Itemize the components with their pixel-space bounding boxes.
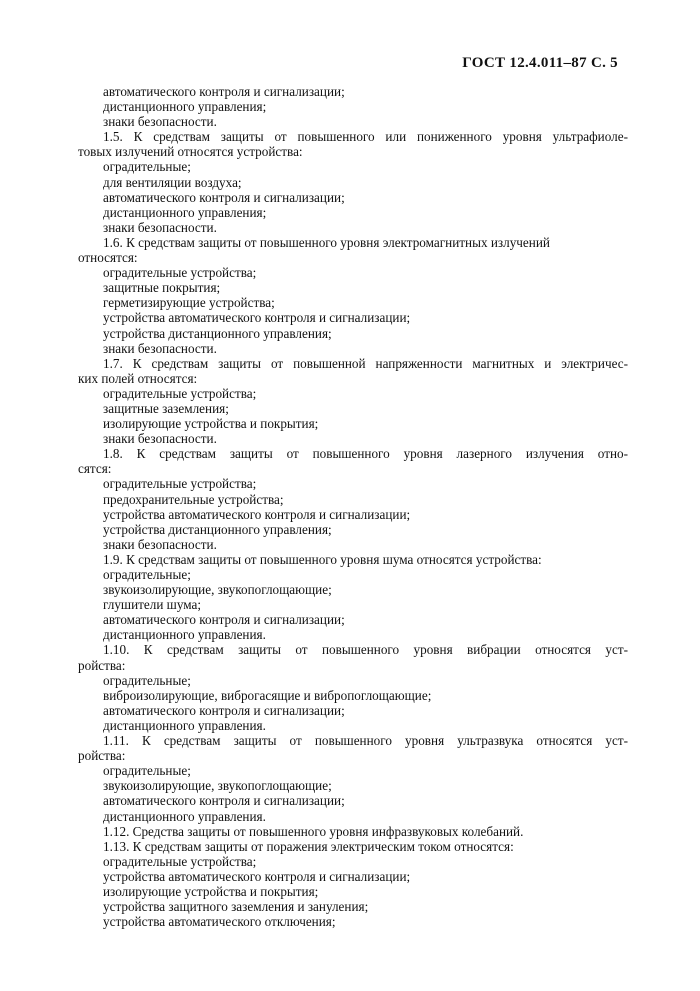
list-item: знаки безопасности. — [103, 340, 217, 356]
page-number: С. 5 — [590, 55, 618, 71]
list-item: устройства дистанционного управления; — [103, 325, 332, 341]
list-item: оградительные устройства; — [103, 265, 257, 281]
list-item: устройства автоматического отключения; — [103, 914, 336, 930]
list-item: дистанционного управления. — [103, 717, 266, 733]
list-item: изолирующие устройства и покрытия; — [103, 883, 319, 899]
list-item: дистанционного управления. — [103, 627, 266, 643]
paragraph-continuation: ройства: — [78, 657, 126, 673]
list-item: звукоизолирующие, звукопоглощающие; — [103, 582, 332, 598]
list-item: оградительные; — [103, 763, 191, 779]
list-item: автоматического контроля и сигнализации; — [103, 793, 345, 809]
list-item: дистанционного управления. — [103, 808, 266, 824]
list-item: оградительные устройства; — [103, 853, 257, 869]
list-item: устройства автоматического контроля и сигнализации; — [103, 310, 411, 326]
list-item: оградительные устройства; — [103, 476, 257, 492]
list-item: глушители шума; — [103, 597, 202, 613]
document-body — [78, 84, 628, 929]
list-item: автоматического контроля и сигнализации; — [103, 84, 345, 99]
paragraph-line: 1.9. К средствам защиты от повышенного уровня шума относятся устройства: — [103, 551, 542, 567]
paragraph-line: 1.11. К средствам защиты от повышенного уровня ультразвука относятся уст- — [103, 733, 628, 749]
list-item: автоматического контроля и сигнализации; — [103, 189, 345, 205]
list-item: оградительные; — [103, 567, 191, 582]
paragraph-continuation: ких полей относятся: — [78, 370, 198, 386]
list-item: оградительные; — [103, 159, 191, 175]
list-item: знаки безопасности. — [103, 431, 217, 447]
list-item: знаки безопасности. — [103, 536, 217, 552]
list-item: автоматического контроля и сигнализации; — [103, 702, 345, 718]
list-item: оградительные устройства; — [103, 385, 257, 401]
paragraph-line: 1.10. К средствам защиты от повышенного уровня вибрации относятся уст- — [103, 642, 628, 658]
list-item: изолирующие устройства и покрытия; — [103, 416, 319, 432]
list-item: автоматического контроля и сигнализации; — [103, 612, 345, 628]
list-item: устройства защитного заземления и зануления; — [103, 899, 369, 915]
list-item: дистанционного управления; — [103, 99, 267, 115]
paragraph-continuation: сятся: — [78, 461, 112, 477]
list-item: устройства автоматического контроля и сигнализации; — [103, 868, 411, 884]
list-item: оградительные; — [103, 672, 191, 688]
list-item: дистанционного управления; — [103, 204, 267, 220]
paragraph-line: 1.6. К средствам защиты от повышенного уровня электромагнитных излучений — [103, 234, 550, 250]
standard-number: ГОСТ 12.4.011–87 — [462, 55, 587, 71]
list-item: защитные заземления; — [103, 400, 229, 416]
paragraph-line: 1.8. К средствам защиты от повышенного уровня лазерного излучения отно- — [103, 446, 628, 462]
paragraph-line: 1.5. К средствам защиты от повышенного или пониженного уровня ультрафиоле- — [103, 129, 628, 145]
list-item: знаки безопасности. — [103, 219, 217, 235]
list-item: защитные покрытия; — [103, 280, 221, 296]
list-item: устройства автоматического контроля и сигнализации; — [103, 506, 411, 522]
list-item: предохранительные устройства; — [103, 491, 284, 507]
list-item: звукоизолирующие, звукопоглощающие; — [103, 778, 332, 794]
paragraph-line: 1.12. Средства защиты от повышенного уровня инфразвуковых колебаний. — [103, 823, 524, 839]
paragraph-continuation: относятся: — [78, 250, 138, 266]
paragraph-line: 1.13. К средствам защиты от поражения электрическим током относятся: — [103, 838, 514, 854]
paragraph-continuation: ройства: — [78, 748, 126, 764]
paragraph-line: 1.7. К средствам защиты от повышенной напряженности магнитных и электричес- — [103, 355, 628, 371]
list-item: устройства дистанционного управления; — [103, 521, 332, 537]
list-item: знаки безопасности. — [103, 114, 217, 130]
list-item: виброизолирующие, виброгасящие и вибропоглощающие; — [103, 687, 432, 703]
list-item: герметизирующие устройства; — [103, 295, 275, 311]
list-item: для вентиляции воздуха; — [103, 174, 242, 190]
page-header — [462, 55, 618, 72]
paragraph-continuation: товых излучений относятся устройства: — [78, 144, 303, 160]
